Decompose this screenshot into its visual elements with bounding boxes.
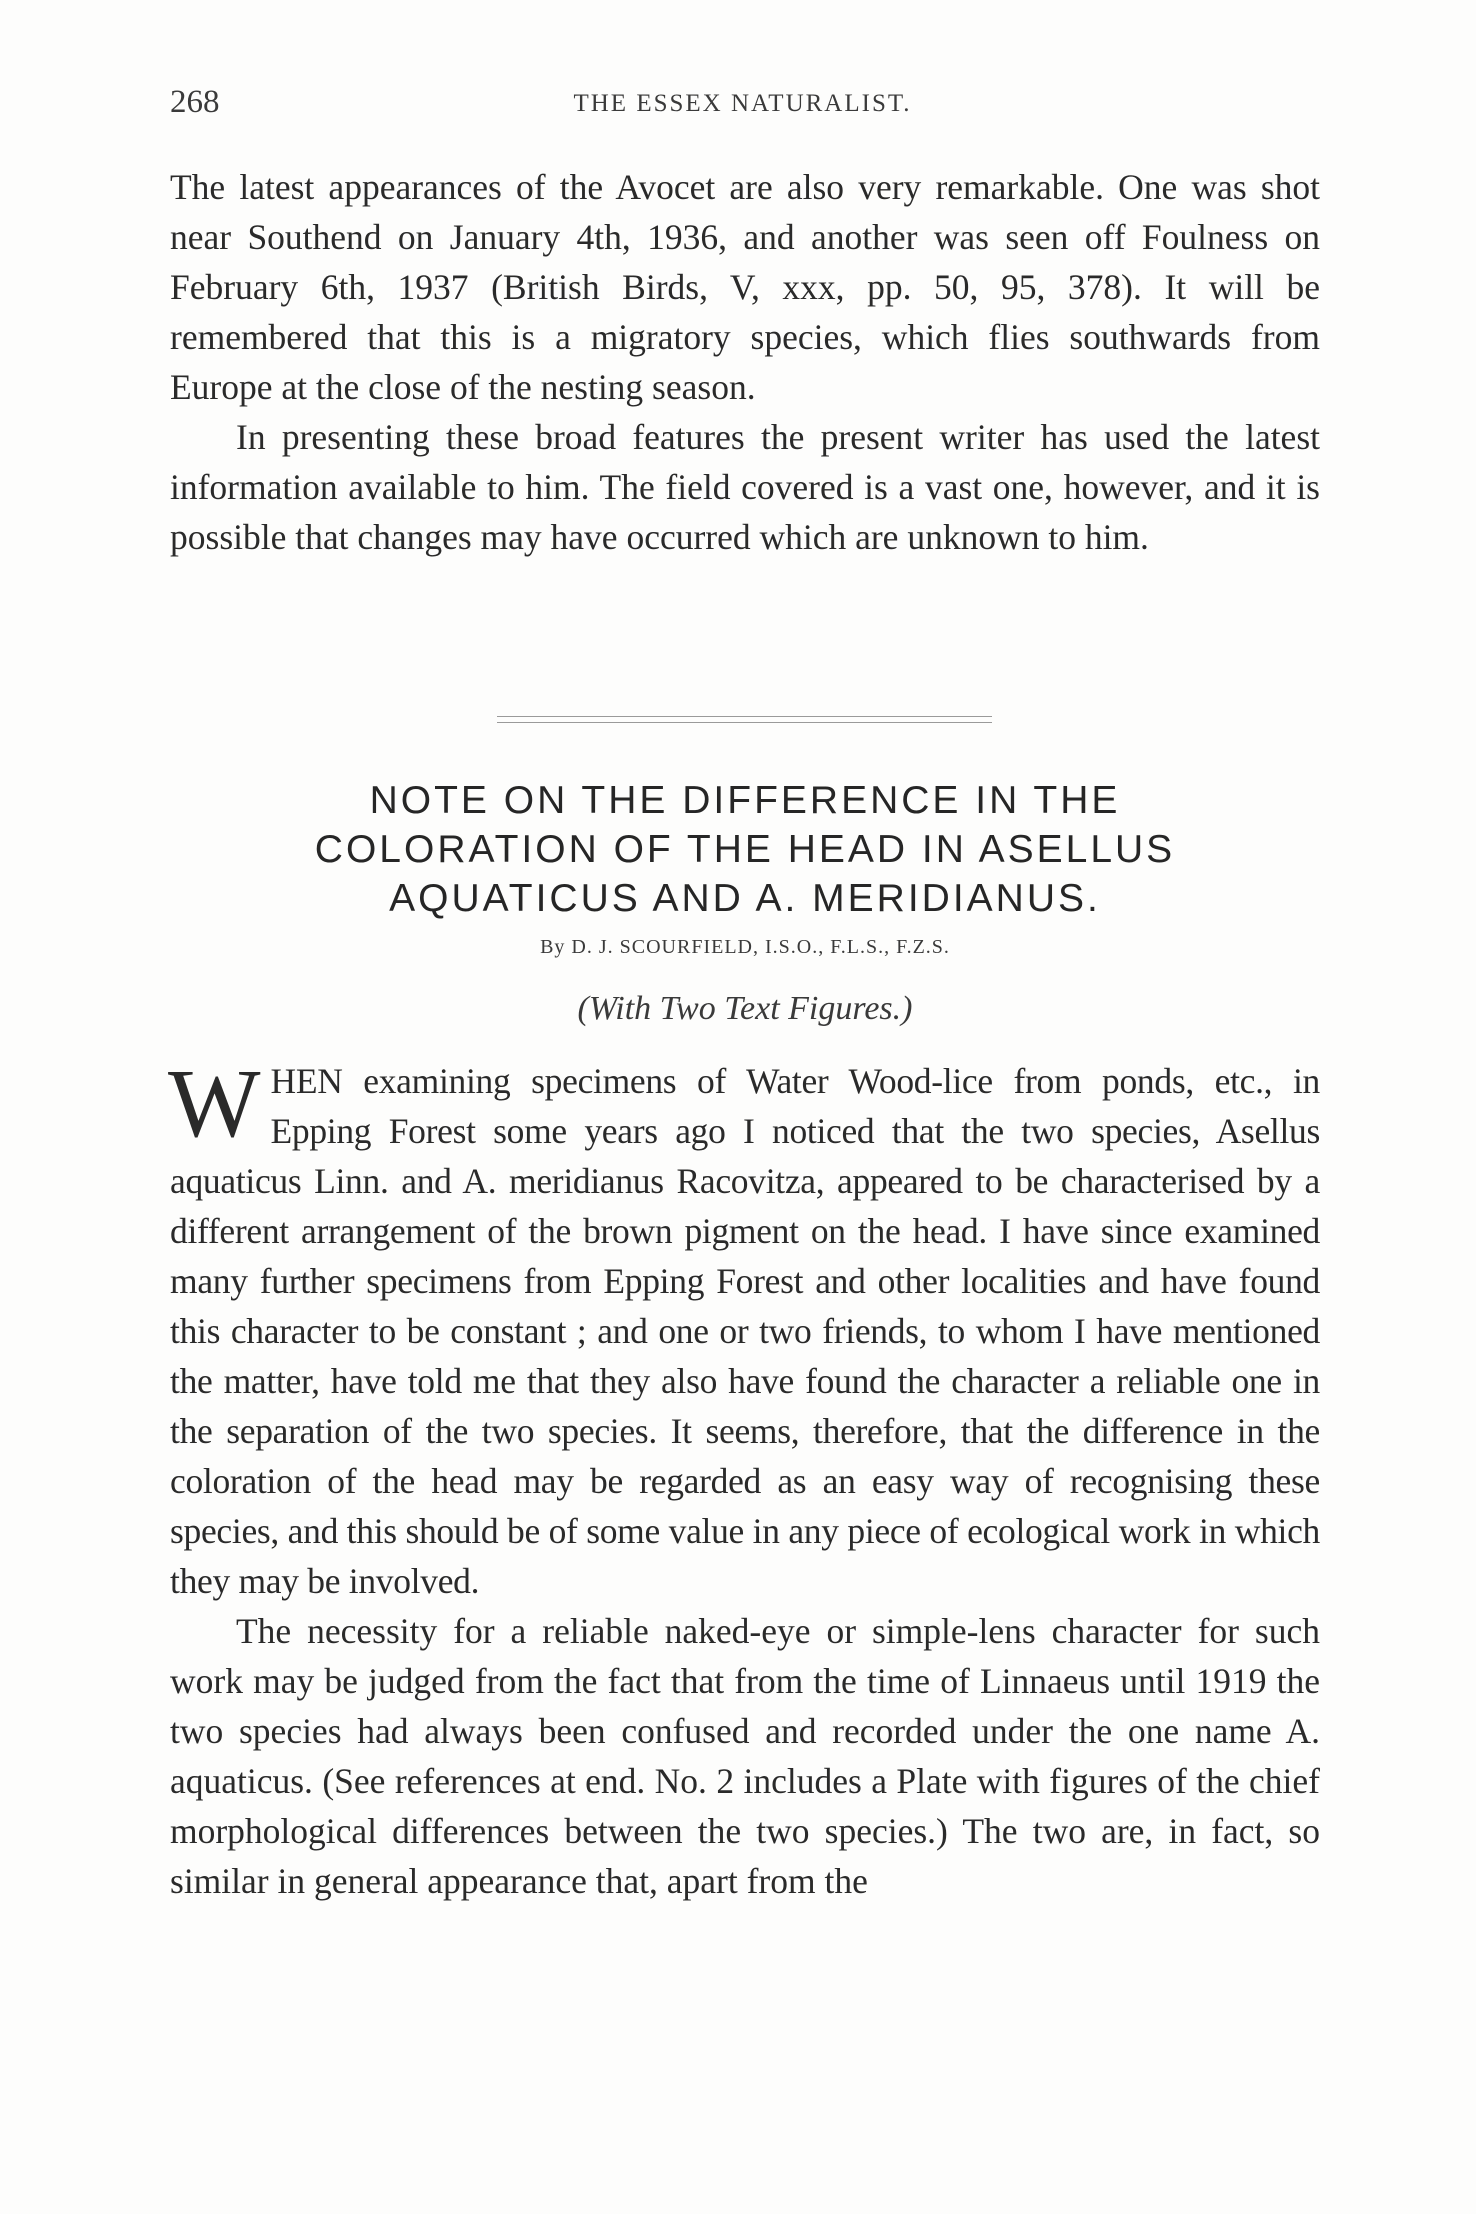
- article-body: [168, 1050, 1320, 1906]
- paragraph-opening-text: HEN examining specimens of Water Wood-lice from ponds, etc., in Epping Forest some years ago I noticed that the two species, Asellus aquaticus Linn. and A. meridianus Racovitza, appeared to be characterised by a different arrangement of the brown pigment on the head. I have since examined many further specimens from Epping Forest and other localities and have found this character to be constant ; and one or two friends, to whom I have mentioned the matter, have told me that they also have found the character a reliable one in the separation of the two species. It seems, therefore, that the difference in the coloration of the head may be regarded as an easy way of recognising these species, and this should be of some value in any piece of ecological work in which they may be involved.: [170, 1061, 1320, 1601]
- page-header: [170, 84, 1315, 124]
- article-title-line: NOTE ON THE DIFFERENCE IN THE: [369, 779, 1121, 822]
- running-head: THE ESSEX NATURALIST.: [573, 90, 912, 117]
- article-title-line: COLORATION OF THE HEAD IN ASELLUS: [314, 828, 1176, 871]
- drop-cap: W: [168, 1050, 261, 1158]
- section-divider: [497, 716, 992, 723]
- paragraph-necessity: The necessity for a reliable naked-eye or simple-lens character for such work may be judged from the fact that from the time of Linnaeus until 1919 the two species had always been confused and recorded under the one name A. aquaticus. (See references at end. No. 2 includes a Plate with figures of the chief morphological differences between the two species.) The two are, in fact, so similar in general appearance that, apart from the: [170, 1611, 1320, 1901]
- paragraph-avocet: The latest appearances of the Avocet are also very remarkable. One was shot near Southend on January 4th, 1936, and another was seen off Foulness on February 6th, 1937 (British Birds, V, xxx, pp. 50, 95, 378). It will be remembered that this is a migratory species, which flies southwards from Europe at the close of the nesting season.: [170, 167, 1320, 407]
- article-title-line: AQUATICUS AND A. MERIDIANUS.: [389, 877, 1101, 920]
- paragraph-opening: [168, 1050, 1320, 1606]
- page-number: 268: [170, 84, 220, 120]
- author-byline: By D. J. SCOURFIELD, I.S.O., F.L.S., F.Z.S.: [540, 936, 950, 958]
- paragraph-closing: In presenting these broad features the present writer has used the latest information available to him. The field covered is a vast one, however, and it is possible that changes may have occurred which are unknown to him.: [170, 417, 1320, 557]
- article-title: [170, 776, 1320, 923]
- continued-article-text: [170, 162, 1320, 562]
- figures-note: (With Two Text Figures.): [577, 990, 913, 1027]
